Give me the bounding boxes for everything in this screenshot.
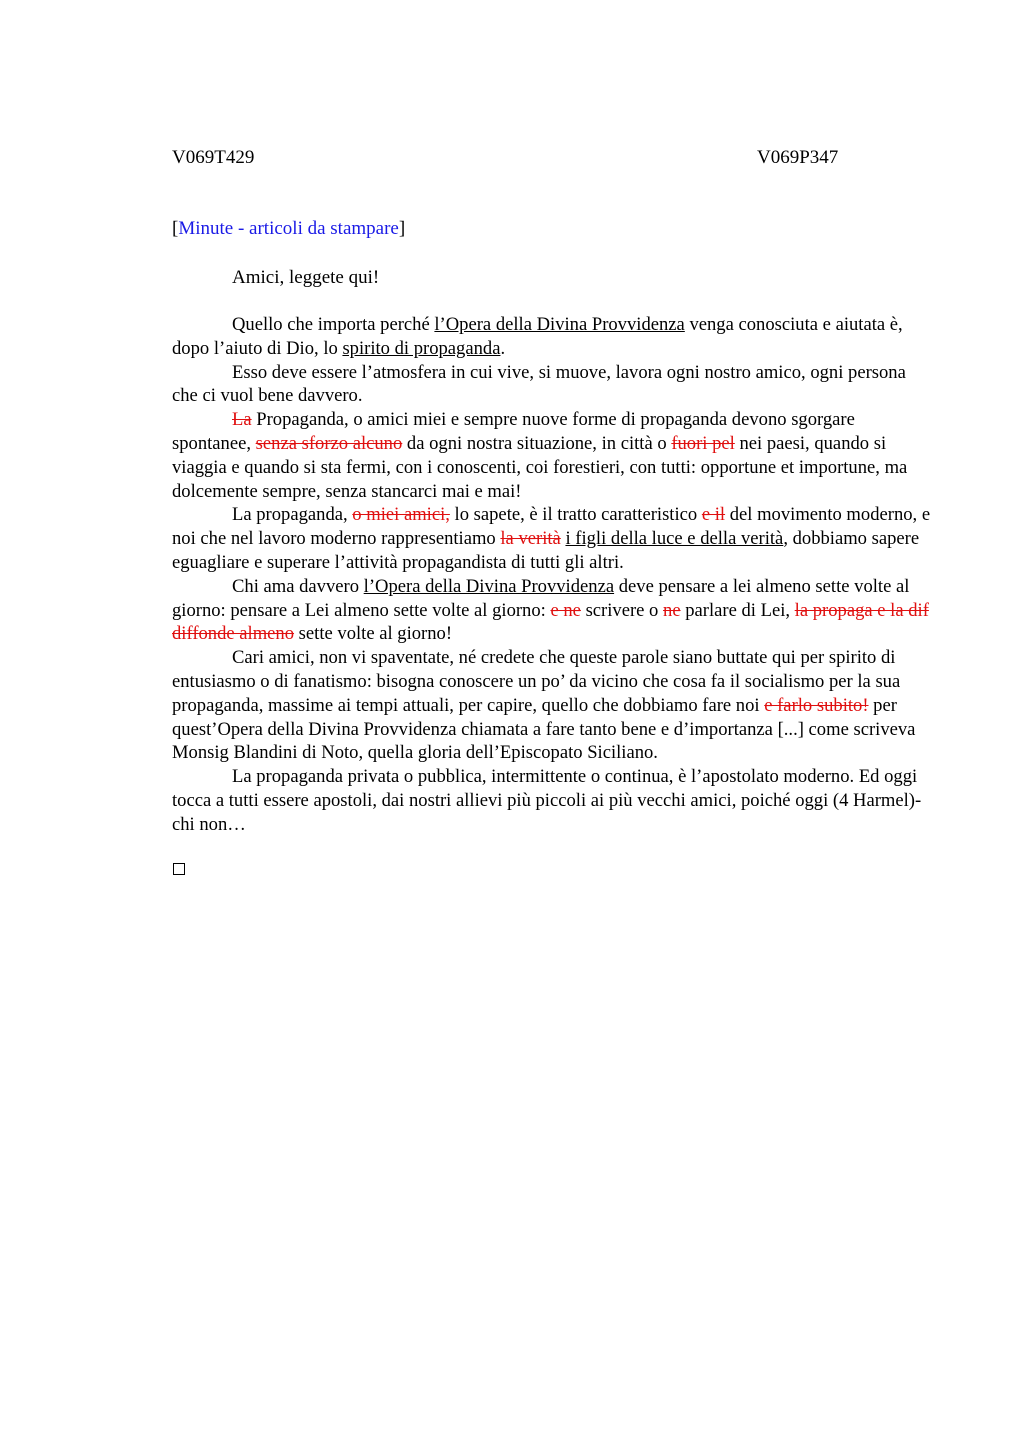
body-paragraph [172,408,932,503]
underlined-text: spirito di propaganda [342,337,501,359]
deleted-text: o miei amici, [352,504,450,526]
text-run: parlare di Lei, [680,599,795,621]
greeting: Amici, leggete qui! [232,267,380,288]
deleted-text: e il [701,504,726,526]
article-body [172,313,932,837]
header-left-code: V069T429 [172,147,255,168]
text-run: Chi ama davvero [232,575,364,597]
underlined-text: l’Opera della Divina Provvidenza [434,314,685,335]
underlined-text: i figli della luce e della verità [565,528,784,550]
title-close-bracket: ] [398,218,406,239]
text-run: . [500,337,506,359]
deleted-text: La [232,409,252,431]
text-run: Propaganda, o amici miei e sempre nuove forme di propaganda devono sgorgare spontanee, [172,409,855,454]
deleted-text: la propaga e la dif diffonde almeno [172,599,929,645]
text-run: del movimento moderno, e noi che nel lavoro moderno rappresentiamo [172,504,931,550]
deleted-text: la verità [500,528,561,550]
body-paragraph [172,361,932,409]
deleted-text: fuori pel [671,432,735,454]
title-open-bracket: [ [172,218,179,239]
text-run: venga conosciuta e aiutata è, dopo l’aiuto di Dio, lo [172,314,903,359]
text-run: da ogni nostra situazione, in città o [402,432,672,454]
body-paragraph [172,646,932,765]
text-run: Cari amici, non vi spaventate, né credete che queste parole siano buttate qui per spirito di entusiasmo o di fanatismo: bisogna conoscere un po’ da vicino che cosa fa il socialismo per la sua propaganda, massime ai tempi attuali, per capire, quello che dobbiamo fare noi [172,647,901,716]
header-right-code: V069P347 [757,147,839,168]
text-run: nei paesi, quando si viaggia e quando si sta fermi, con i conoscenti, coi forestieri, con tutti: opportune et importune, ma dolcemente sempre, senza stancarci mai e mai! [172,432,908,502]
text-run: La propaganda privata o pubblica, intermittente o continua, è l’apostolato moderno. Ed oggi tocca a tutti essere apostoli, dai nostri allievi più piccoli ai più vecchi amici, poiché oggi (4 Harmel)- chi non… [172,766,922,835]
body-paragraph [172,503,932,574]
checkbox-square-icon [173,863,185,875]
text-run: Quello che importa perché [232,314,435,335]
section-title [172,217,405,241]
body-paragraph [172,765,932,836]
text-run: deve pensare a lei almeno sette volte al giorno: pensare a Lei almeno sette volte al giorno: [172,575,910,621]
deleted-text: e farlo subito! [764,694,869,716]
deleted-text: e ne [550,599,581,621]
text-run: scrivere o [580,599,664,621]
deleted-text: senza sforzo alcuno [255,432,403,454]
title-text: Minute - articoli da stampare [178,218,399,239]
text-run: , dobbiamo sapere eguagliare e superare l’attività propagandista di tutti gli altri. [172,528,920,573]
body-paragraph [172,575,932,646]
text-run: La propaganda, [232,504,353,526]
text-run: per quest’Opera della Divina Provvidenza chiamata a fare tanto bene e d’importanza [...] come scriveva Monsig Blandini di Noto, quella gloria dell’Episcopato Siciliano. [172,694,916,764]
underlined-text: l’Opera della Divina Provvidenza [363,575,615,597]
text-run: sette volte al giorno! [294,623,453,645]
text-run: Esso deve essere l’atmosfera in cui vive, si muove, lavora ogni nostro amico, ogni persona che ci vuol bene davvero. [172,361,906,407]
deleted-text: ne [663,599,681,621]
text-run: lo sapete, è il tratto caratteristico [449,504,702,526]
body-paragraph [172,313,932,361]
